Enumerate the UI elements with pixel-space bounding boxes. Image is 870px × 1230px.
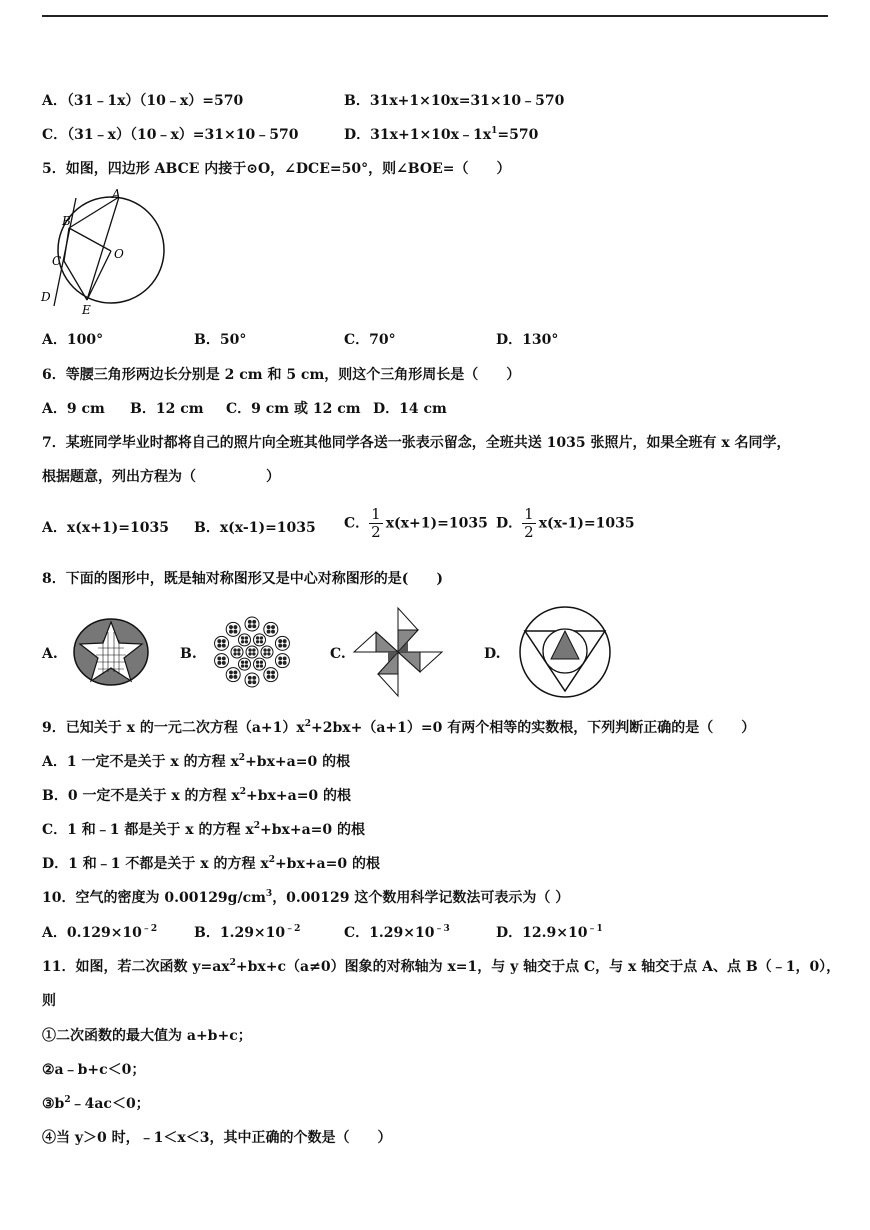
q6-option-b: B．12 cm xyxy=(130,401,204,417)
q11-stem: 11．如图，若二次函数 $y=ax^2+bx+c(a\ne 0)$图象的对称轴为 x=1，与 y 轴交于点 C，与 x 轴交于点 A、点 B（﹣1，0）， xyxy=(42,958,841,975)
fraction-one-half: $\frac{1}{2}$ xyxy=(524,505,534,541)
q9-option-c: C．1 和﹣1 都是关于 x 的方程 $x^2+bx+a=0$ 的根 xyxy=(42,821,365,838)
q8-figure-c-pinwheel xyxy=(352,606,444,698)
q5-option-b: B．50° xyxy=(194,332,247,348)
flower-inner-petal xyxy=(254,634,266,646)
q7-option-d: D． $\frac{1}{2}$ x(x-1)=1035 xyxy=(496,505,635,541)
q9-option-a: A．1 一定不是关于 x 的方程 $x^2+bx+a=0$ 的根 xyxy=(42,753,351,770)
flower-petal xyxy=(245,673,259,687)
q10-option-d: D．$12.9\times 10^{﹣1}$ xyxy=(496,924,603,941)
segment-ba xyxy=(69,197,119,228)
q7-option-a: A．x(x+1)=1035 xyxy=(42,520,169,536)
q8-figure-d-triangle-in-circle xyxy=(518,605,612,699)
fraction-one-half: $\frac{1}{2}$ xyxy=(371,505,381,541)
q5-stem: 5．如图，四边形 ABCE 内接于⊙O，∠DCE=50°，则∠BOE=（ ） xyxy=(42,161,511,177)
q10-option-b: B．$1.29\times 10^{﹣2}$ xyxy=(194,924,301,941)
flower-petal xyxy=(226,622,240,636)
q9-option-b: B．0 一定不是关于 x 的方程 $x^2+bx+a=0$ 的根 xyxy=(42,787,352,804)
flower-petal xyxy=(264,668,278,682)
flower-inner-petal xyxy=(239,634,251,646)
flower-inner-petal xyxy=(239,658,251,670)
q4-option-a: A．（31﹣1x）（10﹣x）=570 xyxy=(42,93,244,109)
flower-petal xyxy=(275,654,289,668)
segment-oe xyxy=(87,251,111,300)
label-b: B xyxy=(62,214,71,228)
q4-option-d: D．$31x+1\times 10x﹣1x^1=570$ xyxy=(344,126,539,143)
flower-petal xyxy=(264,622,278,636)
q4-option-c: C．（31﹣x）（10﹣x）=31×10﹣570 xyxy=(42,127,299,143)
q7-stem-line1: 7．某班同学毕业时都将自己的照片向全班其他同学各送一张表示留念，全班共送 1035 张照片，如果全班有 x 名同学， xyxy=(42,435,791,451)
q7-option-b: B．x(x-1)=1035 xyxy=(194,520,316,536)
q7-option-c: C． $\frac{1}{2}$ x(x+1)=1035 xyxy=(344,505,488,541)
flower-petal xyxy=(245,617,259,631)
q10-stem: 10．空气的密度为 $0.00129g/cm^3$，0.00129 这个数用科学记数法可表示为（ ） xyxy=(42,889,570,906)
q11-statement-1: ①二次函数的最大值为 a+b+c； xyxy=(42,1028,252,1044)
q4-option-b: B．31x+1×10x=31×10﹣570 xyxy=(344,93,565,109)
q8-figure-a-star-in-ellipse xyxy=(72,616,150,688)
q11-statement-4: ④当 y＞0 时，﹣1＜x＜3，其中正确的个数是（ ） xyxy=(42,1130,392,1146)
flower-inner-petal xyxy=(254,658,266,670)
q9-option-d: D．1 和﹣1 不都是关于 x 的方程 $x^2+bx+a=0$ 的根 xyxy=(42,855,380,872)
label-a: A xyxy=(112,188,121,201)
label-e: E xyxy=(82,303,91,316)
q6-option-a: A．9 cm xyxy=(42,401,105,417)
q8-option-a-label: A. xyxy=(42,646,58,662)
q8-stem: 8．下面的图形中，既是轴对称图形又是中心对称图形的是( ) xyxy=(42,571,443,587)
flower-petal xyxy=(215,636,229,650)
flower-inner-petal xyxy=(261,646,273,658)
q10-option-c: C．$1.29\times 10^{﹣3}$ xyxy=(344,924,450,941)
q5-circle-figure xyxy=(36,188,170,316)
q11-statement-3: $③b^2﹣4ac<0$； xyxy=(42,1095,150,1112)
q8-option-b-label: B. xyxy=(180,646,197,662)
q8-option-d-label: D. xyxy=(484,646,501,662)
q5-option-a: A．100° xyxy=(42,332,104,348)
segment-bo xyxy=(69,228,111,251)
q5-option-d: D．130° xyxy=(496,332,559,348)
q8-option-c-label: C. xyxy=(330,646,346,662)
q7-stem-line2: 根据题意，列出方程为（ ） xyxy=(42,469,280,485)
q10-option-a: A．$0.129\times 10^{﹣2}$ xyxy=(42,924,158,941)
label-d: D xyxy=(41,290,51,304)
q9-stem: 9．已知关于 x 的一元二次方程$(a+1)x^2+2bx+(a+1)=0$ 有两个相等的实数根，下列判断正确的是（ ） xyxy=(42,719,756,736)
header-rule xyxy=(42,15,828,17)
circle-o xyxy=(58,197,164,303)
q8-figure-b-flower xyxy=(210,614,294,690)
q6-stem: 6．等腰三角形两边长分别是 2 cm 和 5 cm，则这个三角形周长是（ ） xyxy=(42,367,521,383)
flower-petal xyxy=(275,636,289,650)
flower-petal xyxy=(215,654,229,668)
q11-stem-line2: 则 xyxy=(42,993,56,1009)
q11-statement-2: ②a﹣b+c＜0； xyxy=(42,1062,146,1078)
q6-option-d: D．14 cm xyxy=(373,401,447,417)
flower-center xyxy=(246,646,258,658)
label-c: C xyxy=(52,254,62,268)
flower-petal xyxy=(226,668,240,682)
label-o: O xyxy=(114,247,124,261)
flower-inner-petal xyxy=(231,646,243,658)
q6-option-c: C．9 cm 或 12 cm xyxy=(226,401,361,417)
q5-option-c: C．70° xyxy=(344,332,396,348)
